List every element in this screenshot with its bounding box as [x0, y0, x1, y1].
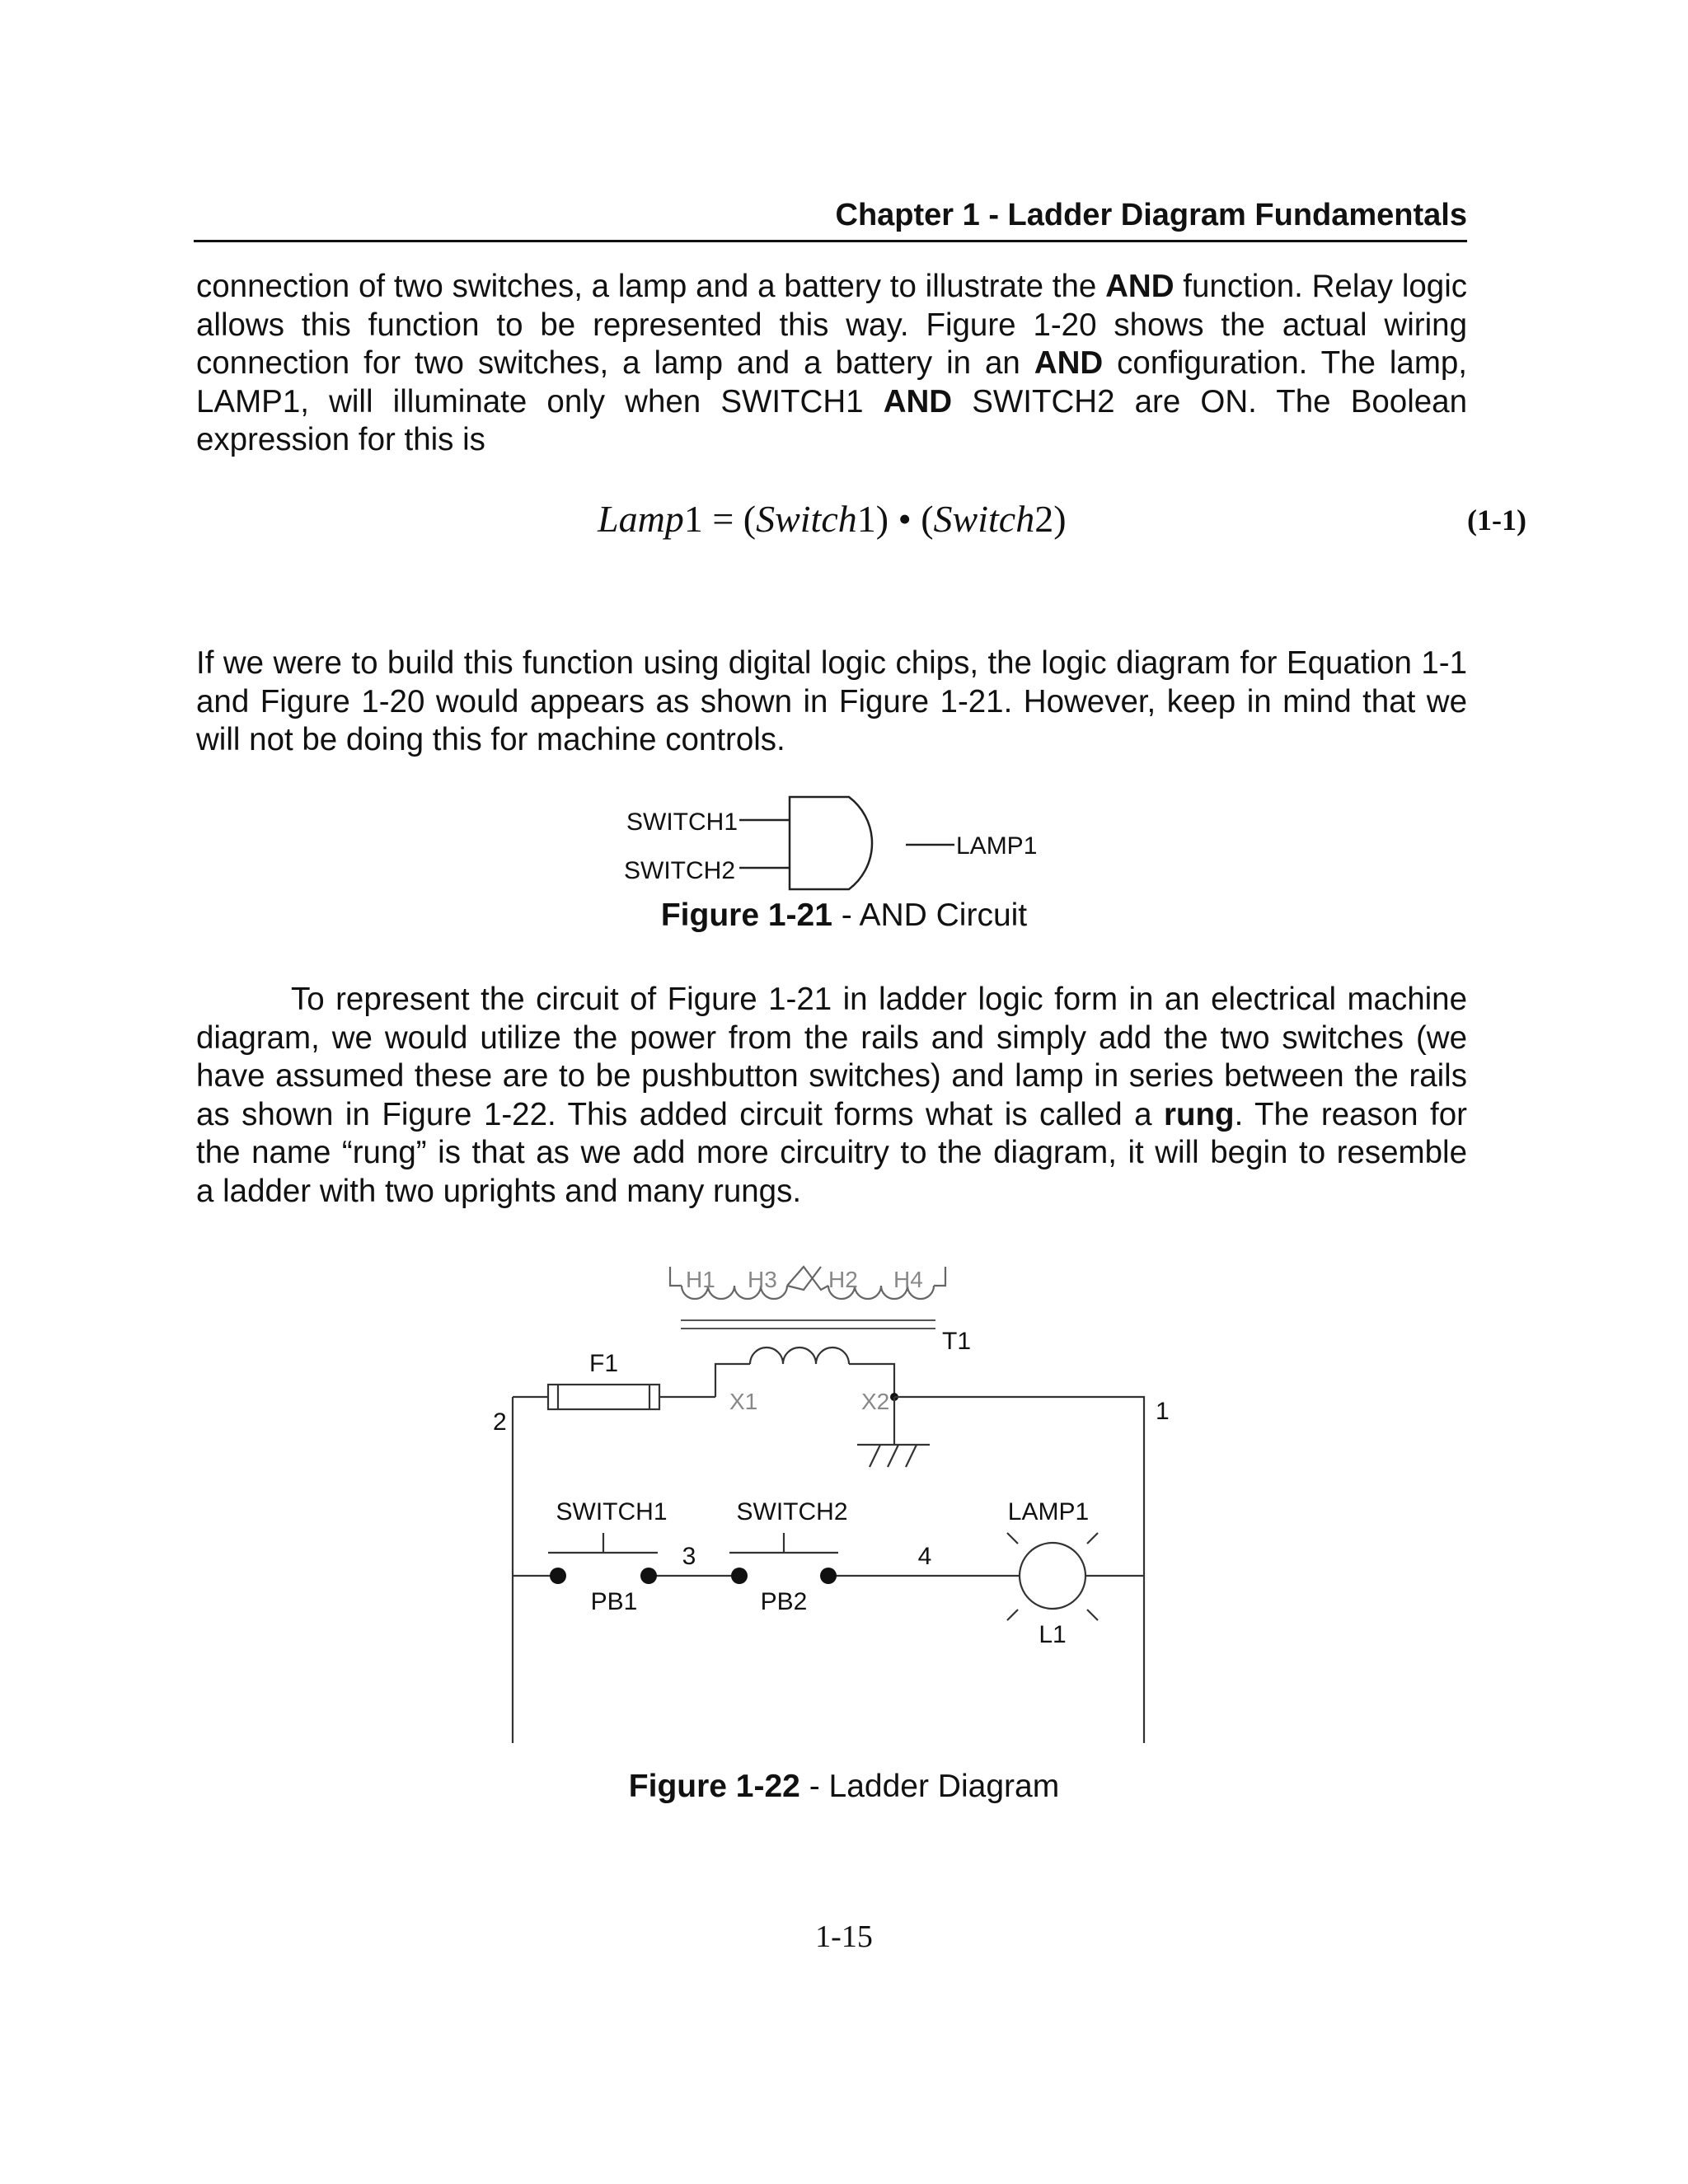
- pushbutton-pb2: [729, 1533, 838, 1584]
- paragraph-1: connection of two switches, a lamp and a battery to illustrate the AND function. Relay logic allows this function to be represented this way. Figure 1-20 shows the actual wiring connection for two switches, a lamp and a battery in an AND configuration. The lamp, LAMP1, will illuminate only when SWITCH1 AND SWITCH2 are ON. The Boolean expression for this is: [196, 269, 1467, 457]
- h4-label: H4: [893, 1267, 923, 1292]
- t1-label: T1: [942, 1328, 972, 1355]
- ground-hatch-2: [888, 1445, 898, 1467]
- x1-label: X1: [729, 1389, 758, 1414]
- fig21-input1-label: SWITCH1: [626, 808, 738, 836]
- h2-label: H2: [828, 1267, 858, 1292]
- node-4-label: 4: [917, 1543, 932, 1570]
- node-1-label: 1: [1156, 1398, 1170, 1425]
- figure-1-22-caption: Figure 1-22 - Ladder Diagram: [628, 1769, 1060, 1804]
- f1-label: F1: [589, 1350, 619, 1377]
- h3-label: H3: [748, 1267, 777, 1292]
- node-3-label: 3: [682, 1543, 696, 1570]
- lamp1-label: LAMP1: [1007, 1498, 1090, 1526]
- h1-label: H1: [686, 1267, 715, 1292]
- pushbutton-pb1: [548, 1533, 658, 1584]
- chapter-header: Chapter 1 - Ladder Diagram Fundamentals: [835, 198, 1467, 232]
- fuse-f1: [513, 1385, 715, 1409]
- equation-1-1: Lamp1 = (Switch1) • (Switch2): [598, 498, 1067, 540]
- lamp-l1: [1007, 1533, 1098, 1620]
- figure-1-21-caption: Figure 1-21 - AND Circuit: [660, 898, 1028, 933]
- switch1-label: SWITCH1: [556, 1498, 668, 1526]
- paragraph-3: To represent the circuit of Figure 1-21 in ladder logic form in an electrical machine diagram, we would utilize the power from the rails and simply add the two switches (we have assumed these are to be pushbutton switches) and lamp in series between the rails as shown in Figure 1-22. This added circuit forms what is called a rung. The reason for the name “rung” is that as we add more circuitry to the diagram, it will begin to resemble a ladder with two uprights and many rungs.: [196, 982, 1467, 1209]
- x2-label: X2: [861, 1389, 890, 1414]
- ground-hatch-1: [870, 1445, 880, 1467]
- switch2-label: SWITCH2: [736, 1498, 848, 1526]
- paragraph-2: If we were to build this function using digital logic chips, the logic diagram for Equation 1-1 and Figure 1-20 would appears as shown in Figure 1-21. However, keep in mind that we will not be doing this for machine controls.: [196, 645, 1467, 757]
- node-2-label: 2: [493, 1408, 507, 1436]
- page-number: 1-15: [815, 1919, 873, 1954]
- equation-number: (1-1): [1467, 504, 1526, 537]
- right-rail: [894, 1397, 1144, 1743]
- fig21-output-label: LAMP1: [956, 832, 1038, 860]
- ground-hatch-3: [906, 1445, 917, 1467]
- pb2-label: PB2: [760, 1588, 808, 1615]
- pb1-label: PB1: [590, 1588, 638, 1615]
- l1-label: L1: [1039, 1621, 1067, 1648]
- fig21-input2-label: SWITCH2: [624, 857, 735, 884]
